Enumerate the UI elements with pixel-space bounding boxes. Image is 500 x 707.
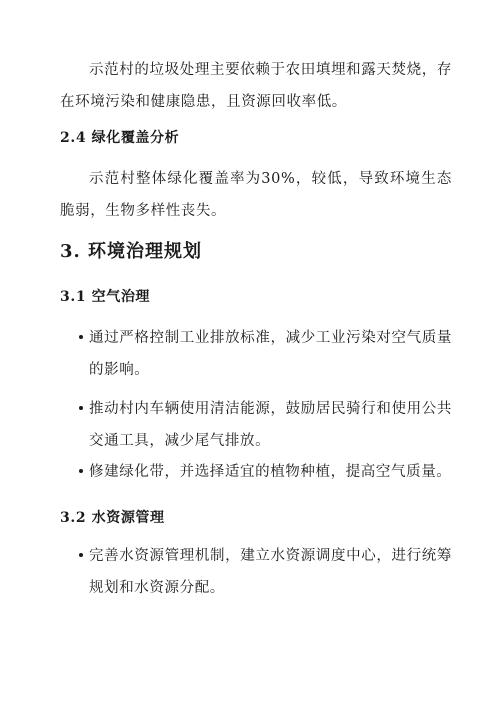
paragraph-green-coverage: 示范村整体绿化覆盖率为30%，较低，导致环境生态脆弱，生物多样性丧失。 — [60, 171, 452, 219]
list-item — [60, 393, 452, 457]
bullet-dot-icon — [79, 553, 83, 557]
heading-3-1-air-governance: 3.1 空气治理 — [60, 289, 151, 305]
heading-3-2-water-management: 3.2 水资源管理 — [60, 510, 165, 526]
heading-3-environmental-plan: 3. 环境治理规划 — [60, 241, 203, 262]
list-item — [60, 456, 452, 488]
list-item — [60, 322, 452, 386]
bullet-dot-icon — [79, 406, 83, 410]
list-item-text: 完善水资源管理机制，建立水资源调度中心，进行统筹规划和水资源分配。 — [89, 548, 452, 596]
heading-2-4-green-coverage: 2.4 绿化覆盖分析 — [60, 130, 180, 146]
paragraph-waste-disposal: 示范村的垃圾处理主要依赖于农田填埋和露天焚烧，存在环境污染和健康隐患，且资源回收率低。 — [60, 62, 452, 110]
list-item-text: 通过严格控制工业排放标准，减少工业污染对空气质量的影响。 — [89, 330, 452, 378]
list-item-text: 修建绿化带，并选择适宜的植物种植，提高空气质量。 — [89, 464, 452, 480]
list-item-text: 推动村内车辆使用清洁能源，鼓励居民骑行和使用公共交通工具，减少尾气排放。 — [89, 401, 452, 449]
bullet-dot-icon — [79, 469, 83, 473]
list-item — [60, 540, 452, 604]
bullet-dot-icon — [79, 335, 83, 339]
